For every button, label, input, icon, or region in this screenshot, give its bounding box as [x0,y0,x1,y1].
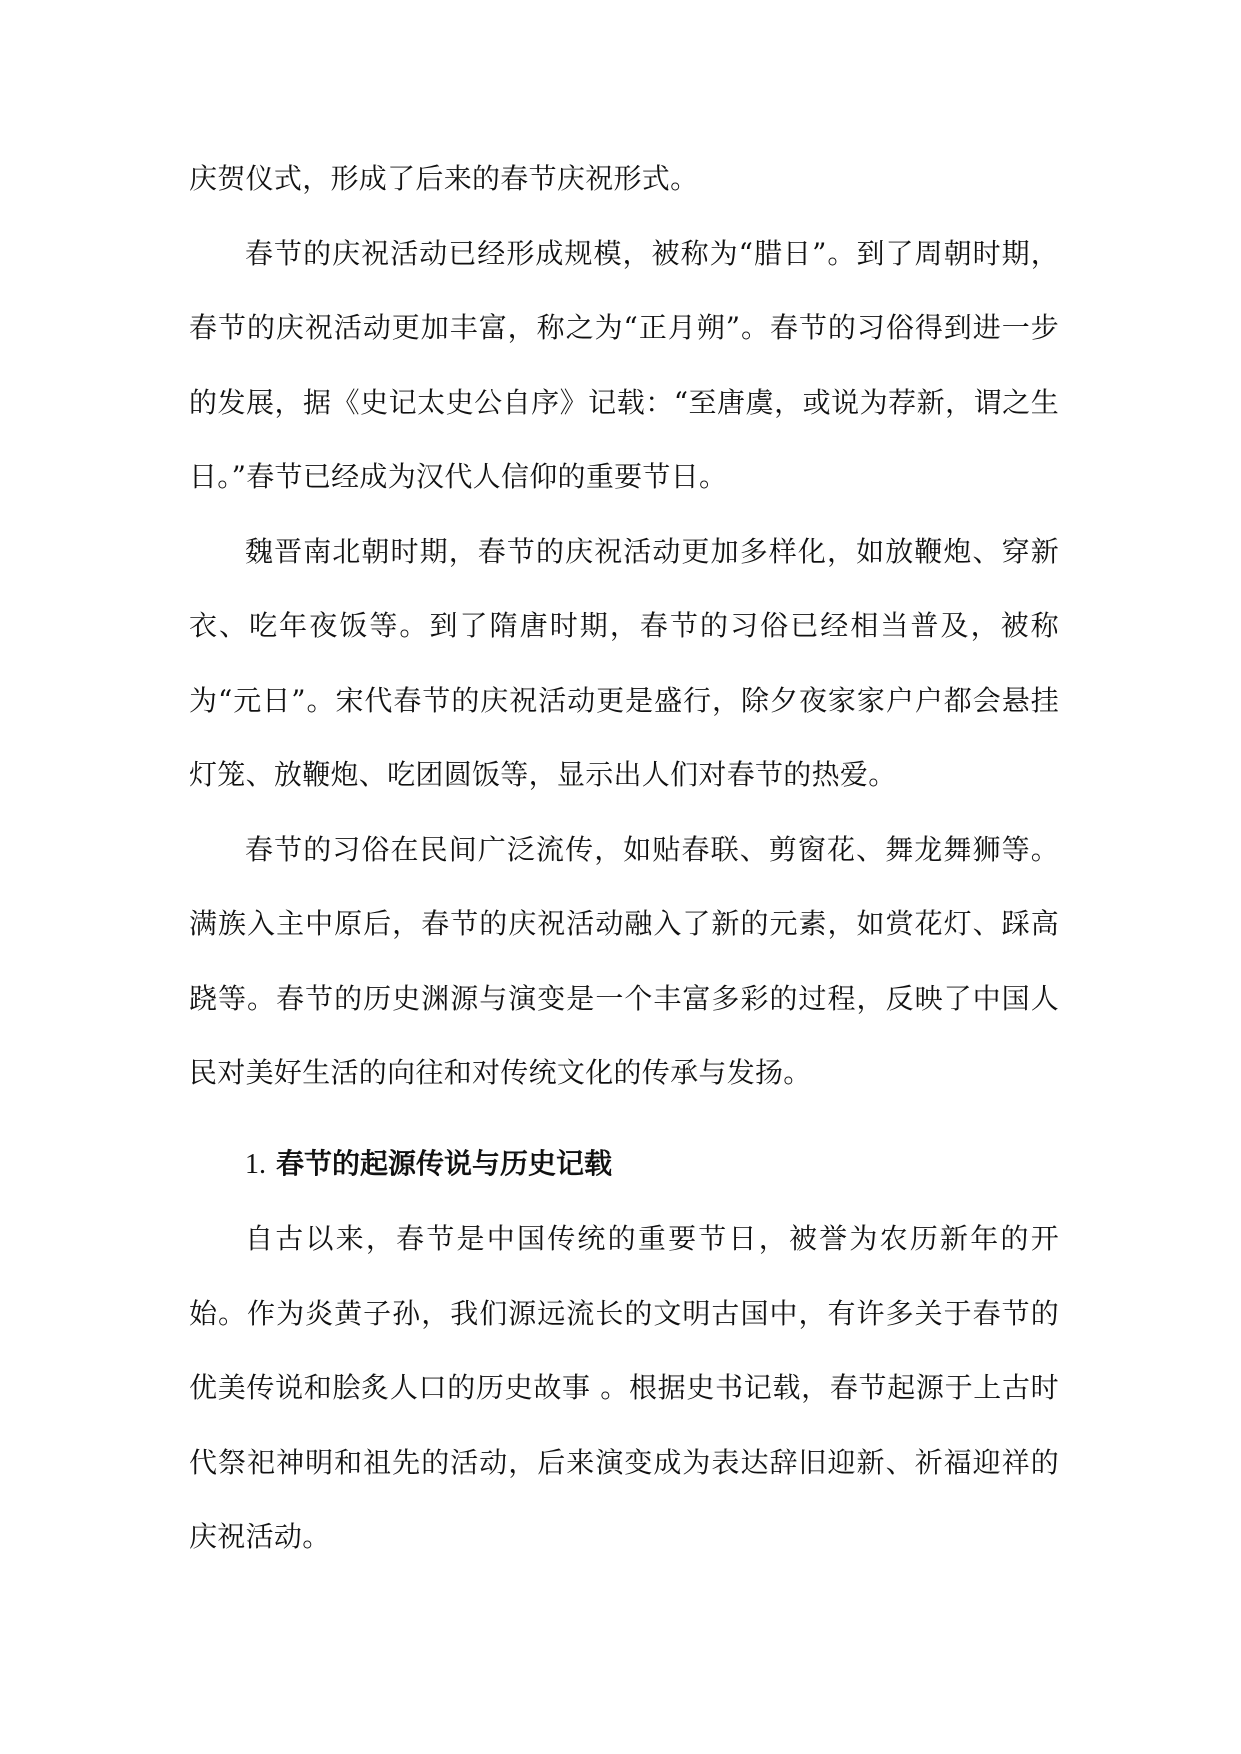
document-body [189,142,1059,1575]
paragraph: 自古以来，春节是中国传统的重要节日，被誉为农历新年的开始。作为炎黄子孙，我们源远流长的文明古国中，有许多关于春节的优美传说和脍炙人口的历史故事 。根据史书记载，春节起源于上古时代祭祀神明和祖先的活动，后来演变成为表达辞旧迎新、祈福迎祥的庆祝活动。 [189,1222,1059,1553]
paragraph: 春节的庆祝活动已经形成规模，被称为“腊日”。到了周朝时期，春节的庆祝活动更加丰富，称之为“正月朔”。春节的习俗得到进一步的发展，据《史记太史公自序》记载：“至唐虞，或说为荐新，谓之生日。”春节已经成为汉代人信仰的重要节日。 [189,236,1059,493]
paragraph-continuation: 庆贺仪式，形成了后来的春节庆祝形式。 [189,162,699,195]
section-number: 1. [245,1148,266,1180]
paragraph: 魏晋南北朝时期，春节的庆祝活动更加多样化，如放鞭炮、穿新衣、吃年夜饭等。到了隋唐时期，春节的习俗已经相当普及，被称为“元日”。宋代春节的庆祝活动更是盛行，除夕夜家家户户都会悬挂灯笼、放鞭炮、吃团圆饭等，显示出人们对春节的热爱。 [189,534,1059,791]
section-title: 春节的起源传说与历史记载 [276,1146,613,1180]
paragraph: 春节的习俗在民间广泛流传，如贴春联、剪窗花、舞龙舞狮等。满族入主中原后，春节的庆祝活动融入了新的元素，如赏花灯、踩高跷等。春节的历史渊源与演变是一个丰富多彩的过程，反映了中国人民对美好生活的向往和对传统文化的传承与发扬。 [189,832,1059,1089]
section-heading [189,1127,1059,1203]
